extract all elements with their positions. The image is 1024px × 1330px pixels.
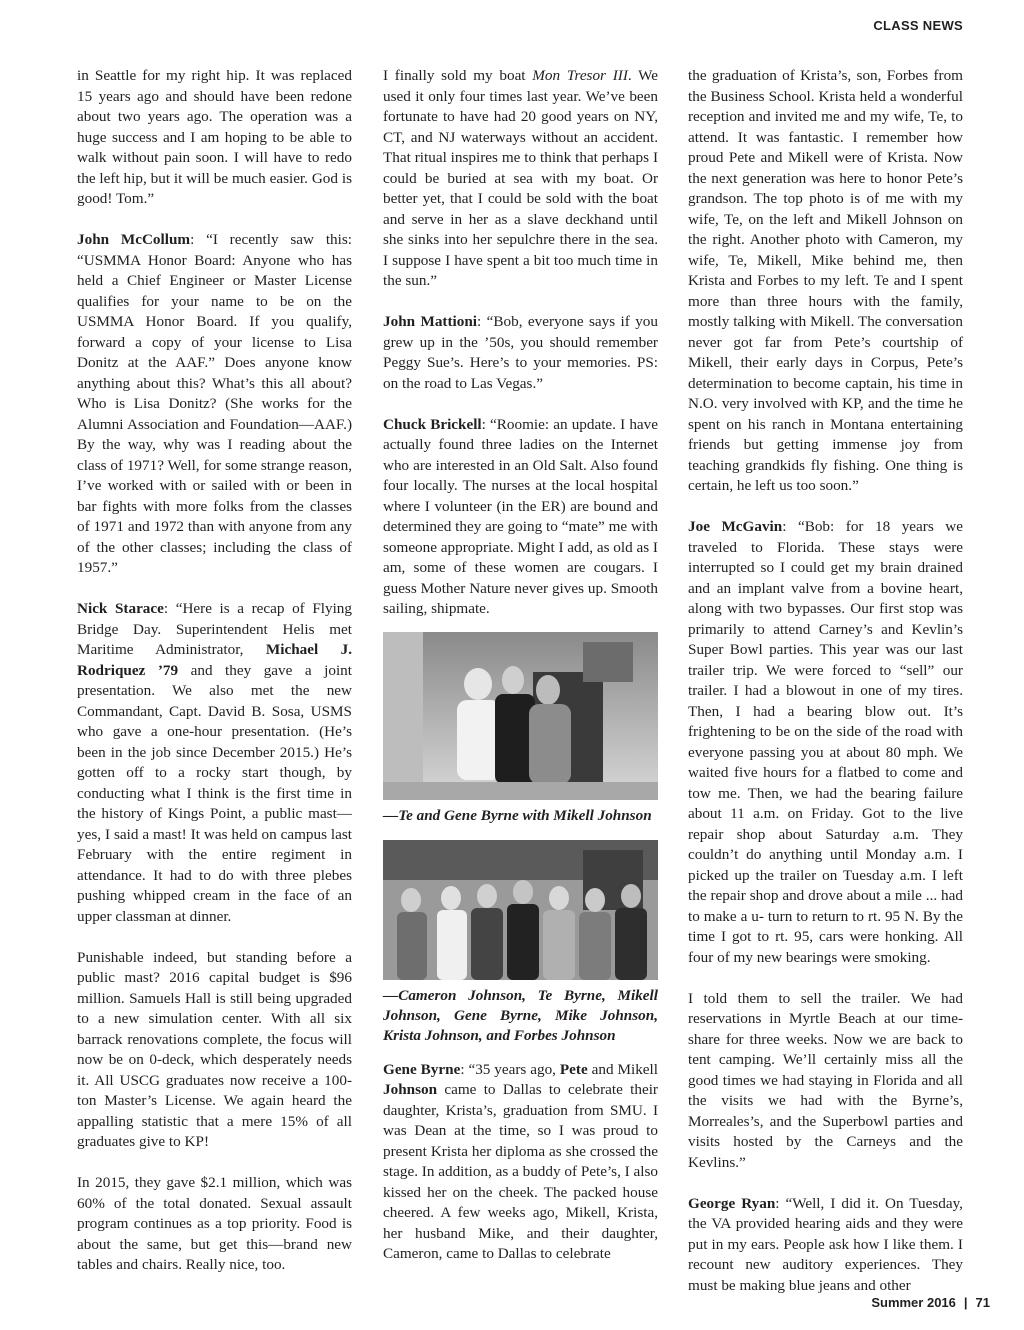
paragraph: the graduation of Krista’s, son, Forbes from the Business School. Krista held a wonderful reception and invited me and my wife, Te, to attend. It was fantastic. I remember how proud Pete and Mikell were of Krista. Now the next generation was here to honor Pete’s grandson. The top photo is of me with my wife, Te, on the left and Mikell Johnson on the right. Another photo with Cameron, my wife, Te, Mikell, Mike behind me, then Krista and Forbes to my left. Te and I spent more than three hours with the family, mostly talking with Mikell. The conversation never got far from Pete’s courtship of Mikell, their early days in Corpus, Pete’s determination to become captain, his time in N.O. very involved with KP, and the time he spent on his ranch in Montana entertaining friends but getting immense joy from teaching grandkids fly fishing. One thing is certain, he left us too soon.”: [688, 67, 963, 494]
section-label: CLASS NEWS: [873, 18, 963, 33]
issue-label: Summer 2016: [871, 1295, 956, 1310]
paragraph: Nick Starace: “Here is a recap of Flying Bridge Day. Superintendent Helis met Maritime Administrator, Michael J. Rodriquez ’79 and they gave a joint presentation. We also met the new Commandant, Capt. David B. Sosa, USMS who gave a one-hour presentation. (He’s been in the job since December 2015.) He’s gotten off to a rocky start though, by conducting what I think is the first time in the history of Kings Point, a public mast—yes, I said a mast! It was held on campus last February with the entire regiment in attendance. It had to do with three plebes pushing whipped cream in the face of an upper classman at dinner.: [77, 600, 353, 925]
paragraph: Chuck Brickell: “Roomie: an update. I have actually found three ladies on the Internet who are interested in an Old Salt. Also found four locally. The nurses at the local hospital where I volunteer (in the ER) are bound and determined they are going to “mate” me with someone appropriate. Might I add, as old as I am, some of these women are cougars. I guess Mother Nature never gives up. Smooth sailing, shipmate.: [383, 415, 658, 617]
person-name: Pete: [559, 1060, 588, 1078]
paragraph: Punishable indeed, but standing before a public mast? 2016 capital budget is $96 million. Samuels Hall is still being upgraded to a new simulation center. With all six barrack renovations complete, the focus will now be on 0-deck, which desperately needs it. All USCG graduates now receive a 100-ton Master’s License. We again heard the appalling statistic that a mere 15% of all graduates give to KP!: [77, 948, 352, 1150]
author-name: George Ryan: [688, 1194, 776, 1212]
paragraph: John Mattioni: “Bob, everyone says if you grew up in the ’50s, you should remember Peggy Sue’s. Here’s to your memories. PS: on the road to Las Vegas.”: [383, 313, 658, 392]
paragraph: In 2015, they gave $2.1 million, which was 60% of the total donated. Sexual assault program continues as a top priority. Food is about the same, but get this—brand new tables and chairs. Really nice, too.: [77, 1174, 352, 1273]
footer-separator: |: [963, 1295, 968, 1310]
paragraph: Joe McGavin: “Bob: for 18 years we traveled to Florida. These stays were interrupted so I could get my brain drained and an implant valve from a bovine heart, along with two bypasses. Our first stop was primarily to attend Carney’s and Kevlin’s Super Bowl parties. This year was our last trailer trip. We were forced to “sell” our trailer. I had a blowout in one of my tires. Then, I had a bearing blow out. It’s frightening to be on the side of the road with everyone passing you at about 80 mph. We waited five hours for a flatbed to come and tow me. Then, we had the bearing failure about 11 a.m. on Friday. Got to the live repair shop about Saturday a.m. They couldn’t do anything until Monday a.m. I picked up the trailer on Tuesday a.m. I left the repair shop and drove about a mile ... had to make a u- turn to return to rt. 95 N. By the time I got to rt. 95, cars were honking. All four of my new bearings were smoking.: [688, 518, 963, 966]
author-name: Chuck Brickell: [383, 415, 482, 433]
photo-caption: —Te and Gene Byrne with Mikell Johnson: [383, 806, 652, 824]
paragraph: I finally sold my boat Mon Tresor III. We used it only four times last year. We’ve been fortunate to have had 20 good years on NY, CT, and NJ waterways without an accident. That ritual inspires me to think that perhaps I could be buried at sea with my boat. Or better yet, that I could be sold with the boat and serve in her as a slave deckhand until she sinks into her sepulchre there in the sea. I suppose I have spent a bit too much time in the sun.”: [383, 67, 659, 289]
person-name: Michael J. Rodriquez ’79: [77, 641, 353, 679]
paragraph: Gene Byrne: “35 years ago, Pete and Mikell Johnson came to Dallas to celebrate their daughter, Krista’s, graduation from SMU. I was Dean at the time, so I was proud to present Krista her diploma as she crossed the stage. In addition, as a buddy of Pete’s, I also kissed her on the cheek. The packed house cheered. A few weeks ago, Mikell, Krista, her husband Mike, and their daughter, Cameron, came to Dallas to celebrate: [383, 1060, 659, 1262]
author-name: Gene Byrne: [383, 1060, 461, 1078]
boat-name: Mon Tresor III: [532, 67, 628, 84]
page-footer: [871, 1295, 990, 1310]
column-1: [77, 66, 352, 1296]
author-name: John Mattioni: [383, 313, 478, 330]
photo-group: [383, 840, 658, 980]
column-3: [688, 66, 963, 1317]
author-name: Nick Starace: [77, 600, 164, 617]
person-name: Johnson: [383, 1081, 438, 1098]
paragraph: I told them to sell the trailer. We had reservations in Myrtle Beach at our time-share for three weeks. Now we are back to tent camping. We’ll certainly miss all the good times we had staying in Florida and all the visits we had with the Byrne’s, Morreales’s, and the Superbowl parties and visits hosted by the Carneys and the Kevlins.”: [688, 989, 963, 1171]
paragraph: in Seattle for my right hip. It was replaced 15 years ago and should have been redone about two years ago. The operation was a huge success and I am hoping to be able to walk without pain soon. I will have to redo the left hip, but it will be much easier. God is good! Tom.”: [77, 67, 352, 207]
column-2: [383, 66, 658, 1285]
page-number: 71: [975, 1295, 990, 1310]
photo-caption: —Cameron Johnson, Te Byrne, Mikell Johnson, Gene Byrne, Mike Johnson, Krista Johnson, and Forbes Johnson: [383, 986, 658, 1044]
author-name: John McCollum: [77, 231, 191, 248]
paragraph: John McCollum: “I recently saw this: “USMMA Honor Board: Anyone who has held a Chief Engineer or Master License qualifies for your name to be on the USMMA Honor Board. If you qualify, forward a copy of your license to Lisa Donitz at the AAF.” Does anyone know anything about this? What’s this all about? Who is Lisa Donitz? (She works for the Alumni Association and Foundation—AAF.) By the way, why was I reading about the class of 1971? Well, for some strange reason, I’ve worked with or sailed with or been in bar fights with more folks from the classes of 1971 and 1972 than with anyone from any of the other classes; including the class of 1957.”: [77, 231, 352, 576]
author-name: Joe McGavin: [688, 518, 783, 535]
paragraph: George Ryan: “Well, I did it. On Tuesday, the VA provided hearing aids and they were put in my ears. People ask how I like them. I recount new auditory experiences. They must be making blue jeans and other: [688, 1194, 963, 1294]
photo-three-people: [383, 632, 658, 800]
